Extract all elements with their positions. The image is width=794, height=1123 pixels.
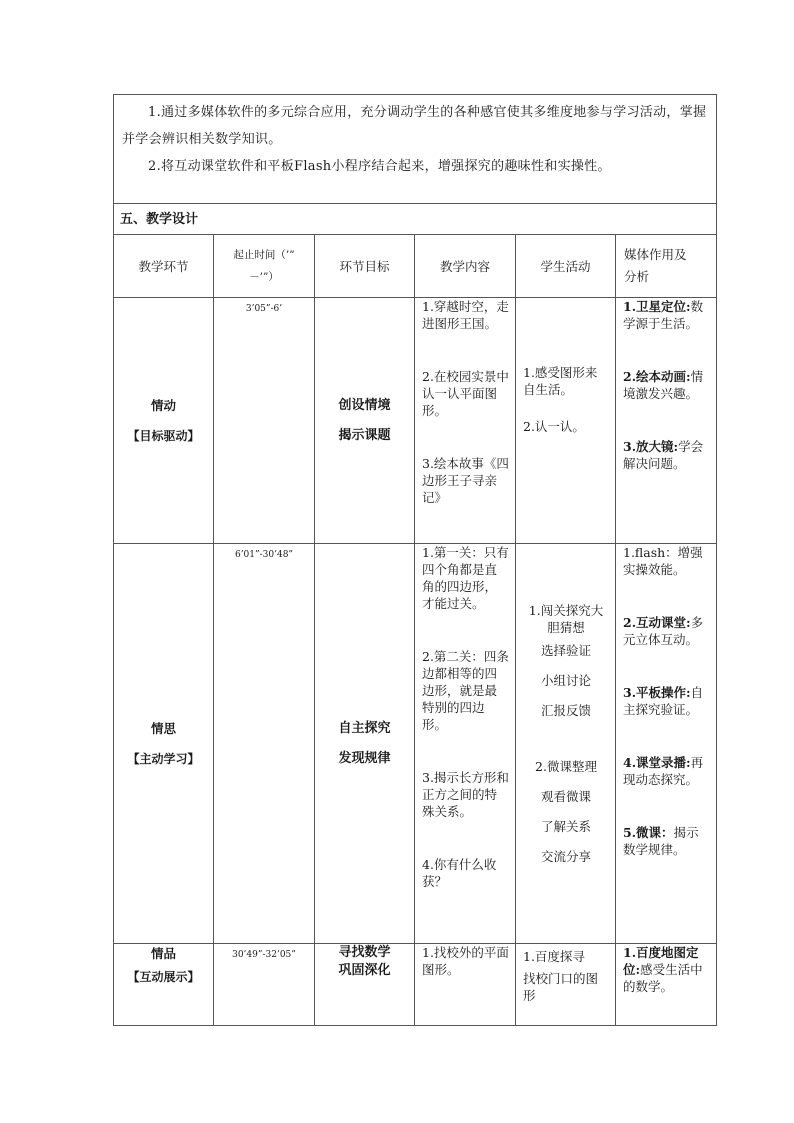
section-title: 五、教学设计 xyxy=(114,204,717,235)
header-activity: 学生活动 xyxy=(516,235,616,298)
media-text: 再现动态探究。 xyxy=(623,755,704,787)
content-cell xyxy=(415,544,516,944)
goal-line2: 巩固深化 xyxy=(338,963,391,978)
activity-item: 找校门口的图形 xyxy=(523,971,599,1003)
activity-item: 汇报反馈 xyxy=(540,703,591,718)
media-title: 2.互动课堂: xyxy=(623,615,691,630)
goal-cell xyxy=(315,298,415,544)
activity-cell xyxy=(516,544,616,944)
activity-item: 1.闯关探究大胆猜想 xyxy=(528,603,604,635)
activity-item: 观看微课 xyxy=(540,789,591,804)
media-text: 揭示数学规律。 xyxy=(623,825,699,857)
content-item: 1.第一关：只有四个角都是直角的四边形，才能过关。 xyxy=(422,545,509,611)
stage-sub: 【互动展示】 xyxy=(127,970,200,984)
media-text: 多元立体互动。 xyxy=(623,615,704,647)
stage-sub: 【目标驱动】 xyxy=(127,428,200,443)
header-time-line1: 起止时间（’” xyxy=(233,249,295,261)
media-title: 1.卫星定位: xyxy=(623,299,691,314)
media-title: 3.放大镜: xyxy=(623,439,679,454)
table-row xyxy=(114,944,717,1026)
content-cell xyxy=(415,944,516,1026)
intro-paragraph-1: 1.通过多媒体软件的多元综合应用，充分调动学生的各种感官使其多维度地参与学习活动，掌握并学会辨识相关数学知识。 xyxy=(122,105,707,147)
activity-item: 选择验证 xyxy=(540,643,591,658)
activity-cell xyxy=(516,298,616,544)
media-text: 情境激发兴趣。 xyxy=(623,369,704,401)
activity-group xyxy=(523,602,609,726)
media-text: 1.flash：增强实操效能。 xyxy=(623,545,703,577)
intro-paragraph-2: 2.将互动课堂软件和平板Flash小程序结合起来，增强探究的趣味性和实操性。 xyxy=(148,159,611,174)
stage-sub: 【主动学习】 xyxy=(127,751,200,766)
content-item: 4.你有什么收获？ xyxy=(422,857,497,889)
media-cell xyxy=(616,544,717,944)
activity-item: 2.微课整理 xyxy=(535,759,597,774)
header-time xyxy=(214,235,315,298)
media-text: 自主探究验证。 xyxy=(623,685,704,717)
goal-line1: 寻找数学 xyxy=(338,945,391,960)
content-item: 1.穿越时空，走进图形王国。 xyxy=(422,299,509,331)
media-text: 感受生活中的数学。 xyxy=(623,962,703,994)
header-media-line2: 分析 xyxy=(624,269,650,284)
activity-item: 交流分享 xyxy=(540,849,591,864)
time-cell: 3’05”-6’ xyxy=(214,298,315,544)
media-title: 1.百度地图定位: xyxy=(623,945,699,977)
stage-name: 情动 xyxy=(150,397,176,413)
lesson-table xyxy=(113,94,717,1026)
activity-item: 小组讨论 xyxy=(540,673,591,688)
goal-cell xyxy=(315,944,415,1026)
header-content: 教学内容 xyxy=(415,235,516,298)
media-cell xyxy=(616,298,717,544)
media-title: 4.课堂录播: xyxy=(623,755,691,770)
media-title: 2.绘本动画: xyxy=(623,369,691,384)
activity-group xyxy=(523,752,609,872)
header-media xyxy=(616,235,717,298)
content-item: 2.第二关：四条边都相等的四边形，就是最特别的四边形。 xyxy=(422,649,509,732)
header-time-line2: －’”） xyxy=(249,271,279,283)
media-title: 3.平板操作: xyxy=(623,685,691,700)
time-cell: 30’49”-32’05” xyxy=(214,944,315,1026)
media-text: 学会解决问题。 xyxy=(623,439,704,471)
stage-cell xyxy=(114,944,214,1026)
intro-cell xyxy=(114,95,717,204)
goal-line2: 揭示课题 xyxy=(338,427,391,443)
time-cell: 6’01”-30’48” xyxy=(214,544,315,944)
activity-item: 2.认一认。 xyxy=(523,419,585,434)
stage-name: 情思 xyxy=(150,720,176,736)
header-media-line1: 媒体作用及 xyxy=(624,247,687,262)
header-goal: 环节目标 xyxy=(315,235,415,298)
activity-cell xyxy=(516,944,616,1026)
goal-line2: 发现规律 xyxy=(338,750,391,766)
media-title: 5.微课： xyxy=(623,825,674,840)
media-cell xyxy=(616,944,717,1026)
content-item: 3.揭示长方形和正方之间的特殊关系。 xyxy=(422,770,509,819)
media-text: 数学源于生活。 xyxy=(623,299,704,331)
table-row xyxy=(114,298,717,544)
goal-line1: 创设情境 xyxy=(338,397,391,413)
stage-cell xyxy=(114,298,214,544)
header-row xyxy=(114,235,717,298)
activity-item: 1.百度探寻 xyxy=(523,949,585,964)
table-row xyxy=(114,544,717,944)
content-item: 3.绘本故事《四边形王子寻亲记》 xyxy=(422,456,509,505)
header-stage: 教学环节 xyxy=(114,235,214,298)
goal-line1: 自主探究 xyxy=(338,720,391,736)
goal-cell xyxy=(315,544,415,944)
stage-cell xyxy=(114,544,214,944)
activity-item: 了解关系 xyxy=(540,819,591,834)
content-item: 2.在校园实景中认一认平面图形。 xyxy=(422,369,509,418)
activity-item: 1.感受图形来自生活。 xyxy=(523,365,598,397)
lesson-plan-page xyxy=(113,94,716,1026)
content-cell xyxy=(415,298,516,544)
content-item: 1.找校外的平面图形。 xyxy=(422,945,509,977)
stage-name: 情品 xyxy=(150,946,176,961)
